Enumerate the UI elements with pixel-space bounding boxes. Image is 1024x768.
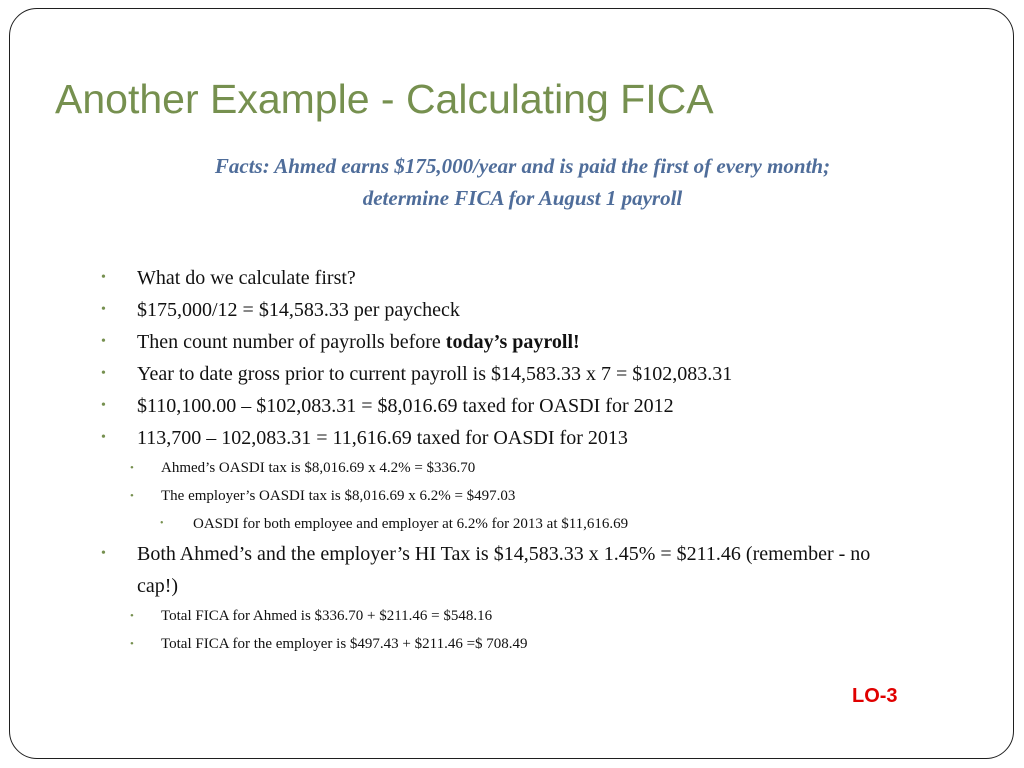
bullet-item (0, 262, 1024, 294)
bullet-text: 113,700 – 102,083.31 = 11,616.69 taxed for OASDI for 2013 (137, 427, 628, 449)
sub-bullet-item (0, 630, 1024, 658)
bullet-text: OASDI for both employee and employer at 6.2% for 2013 at $11,616.69 (193, 516, 629, 532)
bullet-item (0, 390, 1024, 422)
bullet-icon: • (101, 334, 106, 349)
sub-bullet-item (0, 454, 1024, 482)
facts-line-2: determine FICA for August 1 payroll (362, 186, 683, 210)
bullet-text: Total FICA for the employer is $497.43 + $211.46 =$ 708.49 (161, 636, 528, 652)
bullet-text: Total FICA for Ahmed is $336.70 + $211.46 = $548.16 (161, 608, 493, 624)
bullet-item (0, 538, 1024, 602)
bullet-text: Then count number of payrolls before (137, 331, 446, 353)
bullet-icon: • (101, 398, 106, 413)
bullet-icon: • (130, 638, 134, 650)
bullet-icon: • (101, 302, 106, 317)
facts-statement (60, 150, 985, 214)
bullet-icon: • (101, 430, 106, 445)
bullet-text: Year to date gross prior to current payroll is $14,583.33 x 7 = $102,083.31 (137, 363, 733, 385)
bullet-text: The employer’s OASDI tax is $8,016.69 x 6.2% = $497.03 (161, 488, 516, 504)
sub-sub-bullet-item (0, 510, 1024, 538)
facts-line-1: Facts: Ahmed earns $175,000/year and is paid the first of every month; (214, 154, 831, 178)
sub-bullet-item (0, 482, 1024, 510)
bullet-icon: • (160, 518, 164, 529)
bullet-icon: • (130, 490, 134, 502)
bullet-item (0, 294, 1024, 326)
bullet-icon: • (101, 270, 106, 285)
bullet-icon: • (130, 462, 134, 474)
bullet-item (0, 358, 1024, 390)
bullet-icon: • (101, 546, 106, 561)
bullet-bold-text: today’s payroll! (445, 331, 580, 353)
bullet-icon: • (101, 366, 106, 381)
bullet-text: $175,000/12 = $14,583.33 per paycheck (137, 299, 460, 321)
bullet-text: Both Ahmed’s and the employer’s HI Tax is $14,583.33 x 1.45% = $211.46 (remember - no cap!) (137, 543, 871, 597)
learning-objective-tag: LO-3 (852, 685, 898, 707)
bullet-list (0, 262, 1024, 658)
bullet-item (0, 326, 1024, 358)
bullet-icon: • (130, 610, 134, 622)
bullet-text: What do we calculate first? (137, 267, 356, 289)
bullet-text: Ahmed’s OASDI tax is $8,016.69 x 4.2% = $336.70 (161, 460, 476, 476)
sub-bullet-item (0, 602, 1024, 630)
bullet-text: $110,100.00 – $102,083.31 = $8,016.69 taxed for OASDI for 2012 (137, 395, 674, 417)
bullet-item (0, 422, 1024, 454)
slide-title: Another Example - Calculating FICA (55, 76, 714, 122)
